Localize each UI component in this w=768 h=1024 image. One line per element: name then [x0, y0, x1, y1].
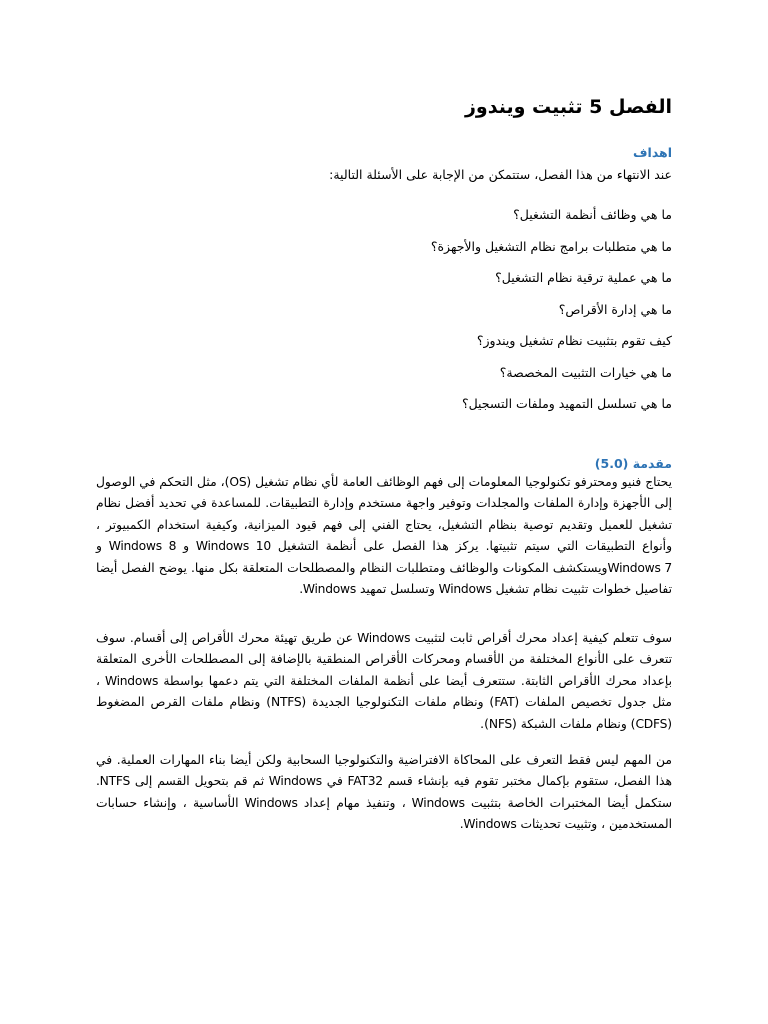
introduction-paragraph-2: سوف تتعلم كيفية إعداد محرك أقراص ثابت لتثبيت Windows عن طريق تهيئة محرك الأقراص إلى أقسام. سوف تتعرف على الأنواع المختلفة من الأقسام ومحركات الأقراص المنطقية بالإضافة إلى المصطلحات الأخرى المتعلقة بإعداد محرك الأقراص الثابتة. ستتعرف أيضا على أنظمة الملفات المختلفة التي يتم دعمها بواسطة Windows ، مثل جدول تخصيص الملفات (FAT) ونظام ملفات التكنولوجيا الجديدة (NTFS) ونظام ملفات القرص المضغوط (CDFS) ونظام ملفات الشبكة (NFS). — [96, 631, 672, 731]
chapter-title: الفصل 5 تثبيت ويندوز — [464, 96, 672, 118]
objective-question: ما هي تسلسل التمهيد وملفات التسجيل؟ — [461, 396, 672, 411]
objectives-question-list — [431, 205, 672, 426]
objective-question: ما هي وظائف أنظمة التشغيل؟ — [513, 207, 672, 222]
objective-question: كيف تقوم بتثبيت نظام تشغيل ويندوز؟ — [476, 333, 672, 348]
objective-question: ما هي عملية ترقية نظام التشغيل؟ — [495, 270, 672, 285]
document-page — [96, 0, 672, 1024]
introduction-paragraph-1: يحتاج فنيو ومحترفو تكنولوجيا المعلومات إلى فهم الوظائف العامة لأي نظام تشغيل (OS)، مثل التحكم في الوصول إلى الأجهزة وإدارة الملفات والمجلدات وتوفير واجهة مستخدم وإدارة التطبيقات. للمساعدة في تحديد أفضل نظام تشغيل للعميل وتقديم توصية بنظام التشغيل، يحتاج الفني إلى فهم قيود الميزانية، وكيفية استخدام الكمبيوتر ، وأنواع التطبيقات التي سيتم تثبيتها. يركز هذا الفصل على أنظمة التشغيل Windows 10 و Windows 8 و Windows 7ويستكشف المكونات والوظائف ومتطلبات النظام والمصطلحات المتعلقة بكل منها. يوضح الفصل أيضا تفاصيل خطوات تثبيت نظام تشغيل Windows وتسلسل تمهيد Windows. — [96, 475, 673, 597]
objective-question: ما هي متطلبات برامج نظام التشغيل والأجهزة؟ — [430, 238, 672, 254]
objective-question: ما هي إدارة الأقراص؟ — [558, 301, 672, 317]
objectives-intro: عند الانتهاء من هذا الفصل، ستتمكن من الإجابة على الأسئلة التالية: — [329, 167, 672, 182]
objectives-heading: اهداف — [633, 145, 672, 160]
objective-question: ما هي خيارات التثبيت المخصصة؟ — [499, 364, 672, 380]
introduction-paragraph-3: من المهم ليس فقط التعرف على المحاكاة الافتراضية والتكنولوجيا السحابية ولكن أيضا بناء المهارات العملية. في هذا الفصل، ستقوم بإكمال مختبر تقوم فيه بإنشاء قسم FAT32 في Windows ثم قم بتحويل القسم إلى NTFS. ستكمل أيضا المختبرات الخاصة بتثبيت Windows ، وتنفيذ مهام إعداد Windows الأساسية ، وإنشاء حسابات المستخدمين ، وتثبيت تحديثات Windows. — [96, 753, 672, 832]
introduction-heading: مقدمة (5.0) — [594, 456, 672, 471]
